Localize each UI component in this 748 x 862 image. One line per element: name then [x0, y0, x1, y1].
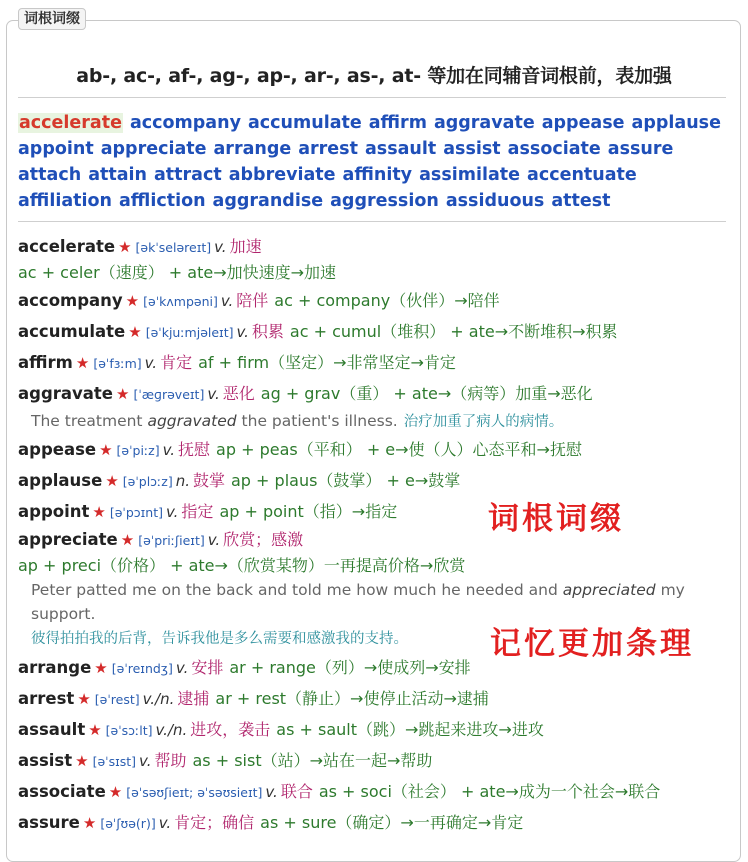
entry-phonetic: [əˈsɪst] [92, 754, 137, 769]
star-icon: ★ [128, 323, 142, 341]
entry-etymology: as + sault（跳）→跳起来进攻→进攻 [276, 720, 544, 739]
entry-definition: 逮捕 [177, 689, 210, 708]
entry-etymology: af + firm（坚定）→非常坚定→肯定 [198, 353, 456, 372]
entry-phonetic: [əˈkʌmpəni] [143, 294, 218, 309]
example-keyword: appreciated [562, 581, 656, 599]
word-link[interactable]: affliction [118, 191, 206, 211]
star-icon: ★ [94, 659, 108, 677]
star-icon: ★ [75, 354, 90, 372]
dictionary-entry [18, 714, 743, 745]
entry-etymology: ag + grav（重） + ate→（病等）加重→恶化 [260, 384, 593, 403]
star-icon: ★ [99, 441, 113, 459]
entry-phonetic: [əˈplɔːz] [122, 474, 173, 489]
dictionary-entry [18, 683, 743, 714]
star-icon: ★ [92, 503, 106, 521]
example-text: my support. [31, 581, 685, 623]
entry-definition: 帮助 [154, 751, 187, 770]
example-text: Peter patted me on the back and told me how much he needed and [31, 581, 563, 599]
entry-etymology: ap + preci（价格） + ate→（欣赏某物）一再提高价格→欣赏 [18, 556, 466, 575]
entry-head [18, 234, 743, 260]
word-link[interactable]: assist [443, 139, 501, 159]
entry-etymology: as + soci（社会） + ate→成为一个社会→联合 [318, 782, 661, 801]
entry-list [18, 234, 743, 838]
entry-head [18, 776, 743, 807]
entry-headword[interactable]: aggravate [18, 384, 113, 403]
star-icon: ★ [108, 783, 123, 801]
entry-phonetic: [əˈkjuːmjəleɪt] [145, 325, 234, 340]
entry-head [18, 316, 743, 347]
word-link[interactable]: aggression [330, 191, 439, 211]
entry-headword[interactable]: accelerate [18, 237, 116, 256]
entry-definition: 抚慰 [178, 440, 211, 459]
entry-headword[interactable]: assure [18, 813, 80, 832]
divider [18, 97, 726, 98]
entry-definition: 指定 [181, 502, 214, 521]
word-link-row [18, 136, 738, 162]
entry-definition: 进攻，袭击 [190, 720, 271, 739]
star-icon: ★ [88, 721, 102, 739]
entry-pos: v. [144, 354, 158, 372]
entry-headword[interactable]: arrest [18, 689, 75, 708]
entry-pos: v./n. [155, 721, 188, 739]
entry-headword[interactable]: associate [18, 782, 106, 801]
entry-etymology: ac + company（伙伴）→陪伴 [274, 291, 500, 310]
dictionary-entry [18, 316, 743, 347]
entry-headword[interactable]: appoint [18, 502, 90, 521]
dictionary-entry [18, 285, 743, 316]
example-keyword: aggravated [147, 412, 237, 430]
entry-etymology: ac + cumul（堆积） + ate→不断堆积→积累 [289, 322, 618, 341]
entry-headword[interactable]: arrange [18, 658, 92, 677]
entry-head [18, 378, 743, 409]
star-icon: ★ [105, 472, 119, 490]
entry-etymology-line [18, 260, 743, 285]
word-link[interactable]: aggravate [433, 113, 535, 133]
entry-phonetic: [ˈæɡrəveɪt] [133, 387, 205, 402]
word-link[interactable]: arrange [213, 139, 292, 159]
entry-pos: v. [139, 752, 152, 770]
entry-phonetic: [əˈsɔːlt] [105, 723, 153, 738]
entry-headword[interactable]: accumulate [18, 322, 126, 341]
entry-definition: 加速 [229, 237, 262, 256]
word-link[interactable]: accumulate [247, 113, 362, 133]
entry-definition: 陪伴 [236, 291, 269, 310]
entry-phonetic: [əˈfɜːm] [93, 356, 142, 371]
word-link[interactable]: affiliation [18, 191, 112, 211]
entry-head [18, 496, 743, 527]
entry-etymology: as + sure（确定）→一再确定→肯定 [260, 813, 524, 832]
entry-pos: v. [166, 503, 179, 521]
entry-definition: 恶化 [222, 384, 255, 403]
entry-definition: 积累 [251, 322, 284, 341]
example-translation: 治疗加重了病人的病情。 [403, 414, 564, 430]
word-link-row [18, 110, 738, 136]
word-link[interactable]: attest [551, 191, 611, 211]
star-icon: ★ [75, 752, 89, 770]
example-sentence [18, 409, 743, 434]
entry-headword[interactable]: affirm [18, 353, 73, 372]
word-link[interactable]: assiduous [445, 191, 545, 211]
entry-phonetic: [əˈreɪndʒ] [111, 661, 173, 676]
word-link[interactable]: abbreviate [228, 165, 336, 185]
word-link-list [18, 110, 738, 214]
word-link[interactable]: affirm [368, 113, 427, 133]
entry-definition: 联合 [280, 782, 313, 801]
entry-head [18, 683, 743, 714]
entry-pos: v. [220, 292, 234, 310]
entry-etymology: ap + peas（平和） + e→使（人）心态平和→抚慰 [216, 440, 582, 459]
dictionary-entry [18, 776, 743, 807]
dictionary-entry [18, 807, 743, 838]
word-link[interactable]: attach [18, 165, 82, 185]
star-icon: ★ [82, 814, 97, 832]
entry-phonetic: [əkˈseləreɪt] [135, 240, 212, 255]
entry-pos: v. [236, 323, 249, 341]
entry-definition: 安排 [191, 658, 224, 677]
entry-pos: v. [162, 441, 176, 459]
entry-pos: v. [207, 531, 221, 549]
entry-pos: v. [265, 783, 278, 801]
word-link[interactable]: appease [541, 113, 625, 133]
dictionary-entry [18, 378, 743, 434]
word-link-row [18, 162, 738, 188]
word-link[interactable]: assure [607, 139, 674, 159]
dictionary-entry [18, 434, 743, 465]
entry-pos: v./n. [142, 690, 175, 708]
entry-headword[interactable]: appease [18, 440, 97, 459]
entry-phonetic: [əˈsəʊʃieɪt; əˈsəʊsieɪt] [126, 785, 263, 800]
entry-etymology: ar + range（列）→使成列→安排 [229, 658, 471, 677]
word-link[interactable]: appreciate [100, 139, 207, 159]
entry-head [18, 527, 743, 553]
dictionary-entry [18, 465, 743, 496]
entry-etymology-line [18, 553, 743, 578]
entry-pos: v. [214, 238, 227, 256]
entry-head [18, 745, 743, 776]
entry-pos: n. [175, 472, 190, 490]
entry-pos: v. [207, 385, 220, 403]
word-link[interactable]: applause [631, 113, 721, 133]
word-link[interactable]: accelerate [19, 113, 122, 133]
star-icon: ★ [118, 238, 132, 256]
word-link[interactable]: accentuate [527, 165, 637, 185]
word-link[interactable]: appoint [18, 139, 94, 159]
entry-phonetic: [əˈʃʊə(r)] [100, 816, 156, 831]
entry-head [18, 285, 743, 316]
dictionary-entry [18, 745, 743, 776]
entry-definition: 肯定；确信 [174, 813, 255, 832]
prefix-heading: ab-, ac-, af-, ag-, ap-, ar-, as-, at- 等加在同辅音词根前，表加强 [76, 65, 672, 87]
entry-headword[interactable]: assist [18, 751, 73, 770]
entry-headword[interactable]: appreciate [18, 530, 118, 549]
word-link-row [18, 188, 738, 214]
entry-phonetic: [əˈpɔɪnt] [109, 505, 163, 520]
example-text: The treatment [31, 412, 148, 430]
entry-etymology: ap + plaus（鼓掌） + e→鼓掌 [231, 471, 461, 490]
word-link[interactable]: accompany [129, 113, 241, 133]
entry-definition: 欣赏；感激 [223, 530, 304, 549]
entry-pos: v. [158, 814, 172, 832]
dictionary-entry [18, 234, 743, 285]
section-label: 词根词缀 [18, 8, 86, 30]
word-link[interactable]: associate [507, 139, 601, 159]
example-text: the patient's illness. [236, 412, 398, 430]
entry-definition: 肯定 [160, 353, 193, 372]
word-link[interactable]: arrest [298, 139, 358, 159]
entry-headword[interactable]: accompany [18, 291, 123, 310]
star-icon: ★ [116, 385, 130, 403]
word-link[interactable]: assault [364, 139, 437, 159]
dictionary-entry [18, 496, 743, 527]
annotation-memory: 记忆更加条理 [490, 626, 694, 662]
entry-pos: v. [175, 659, 189, 677]
entry-phonetic: [əˈpriːʃieɪt] [138, 533, 205, 548]
entry-definition: 鼓掌 [192, 471, 225, 490]
star-icon: ★ [125, 292, 140, 310]
star-icon: ★ [120, 531, 135, 549]
entry-head [18, 434, 743, 465]
annotation-affix: 词根词缀 [488, 501, 624, 537]
entry-head [18, 465, 743, 496]
entry-head [18, 714, 743, 745]
entry-etymology: ar + rest（静止）→使停止活动→逮捕 [215, 689, 489, 708]
word-link[interactable]: assimilate [419, 165, 521, 185]
entry-phonetic: [əˈrest] [94, 692, 140, 707]
entry-phonetic: [əˈpiːz] [116, 443, 160, 458]
example-translation: 彼得拍拍我的后背，告诉我他是多么需要和感激我的支持。 [31, 631, 408, 647]
entry-headword[interactable]: applause [18, 471, 103, 490]
entry-etymology: ac + celer（速度） + ate→加快速度→加速 [18, 263, 337, 282]
word-link[interactable]: attain [88, 165, 147, 185]
divider [18, 221, 726, 222]
word-link[interactable]: affinity [342, 165, 413, 185]
entry-etymology: ap + point（指）→指定 [219, 502, 398, 521]
entry-headword[interactable]: assault [18, 720, 86, 739]
word-link[interactable]: attract [154, 165, 222, 185]
star-icon: ★ [77, 690, 91, 708]
word-link[interactable]: aggrandise [212, 191, 324, 211]
entry-head [18, 347, 743, 378]
entry-head [18, 807, 743, 838]
dictionary-entry [18, 347, 743, 378]
entry-etymology: as + sist（站）→站在一起→帮助 [192, 751, 433, 770]
